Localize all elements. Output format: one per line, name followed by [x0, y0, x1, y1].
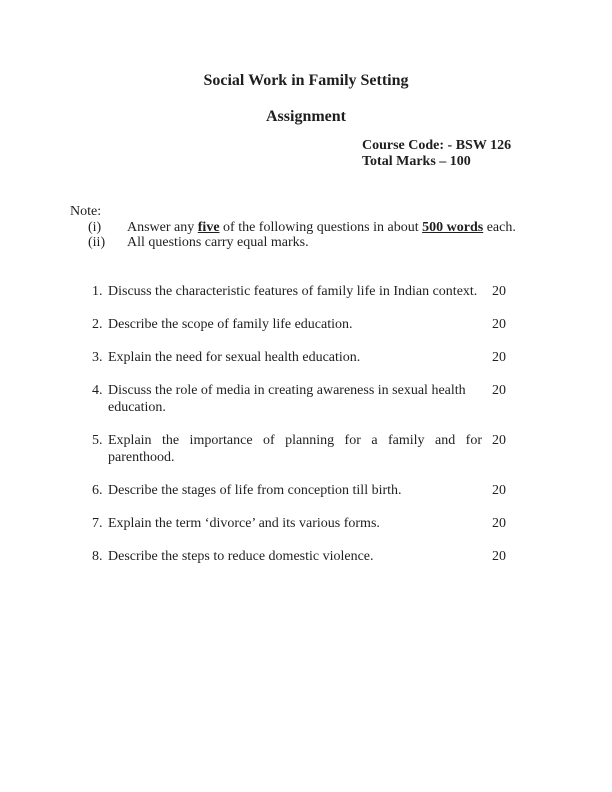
- question-row: [92, 548, 506, 565]
- question-line: education.: [108, 400, 166, 415]
- question-marks: 20: [492, 350, 506, 365]
- question-marks: 20: [492, 549, 506, 564]
- question-text: [108, 482, 482, 499]
- question-text: [108, 548, 482, 565]
- question-text: [108, 283, 482, 300]
- note-heading: Note:: [70, 204, 102, 219]
- plain-text: of the following questions in about: [219, 219, 423, 235]
- question-line: Explain the importance of planning for a family and for: [108, 433, 482, 448]
- question-line: Discuss the role of media in creating awareness in sexual health: [108, 383, 466, 398]
- emphasized-text: 500 words: [422, 219, 484, 235]
- total-marks: Total Marks – 100: [362, 154, 471, 169]
- question-text: [108, 316, 482, 333]
- question-row: [92, 382, 506, 416]
- question-number: 8.: [92, 549, 103, 564]
- plain-text: Answer any: [127, 219, 198, 235]
- question-marks: 20: [492, 433, 506, 448]
- question-line: Describe the stages of life from conception till birth.: [108, 483, 402, 498]
- question-marks: 20: [492, 317, 506, 332]
- question-row: [92, 432, 506, 466]
- page-subtitle: Assignment: [265, 108, 346, 125]
- question-text: [108, 432, 482, 466]
- note-item-text: [127, 220, 516, 236]
- course-info-block: [362, 138, 511, 170]
- note-item-text: [127, 235, 309, 251]
- emphasized-text: five: [197, 219, 220, 235]
- question-number: 5.: [92, 433, 103, 448]
- note-items: [70, 220, 540, 251]
- question-line: Describe the scope of family life education.: [108, 317, 353, 332]
- question-line: Describe the steps to reduce domestic violence.: [108, 549, 374, 564]
- note-item: [88, 235, 540, 251]
- question-marks: 20: [492, 284, 506, 299]
- question-row: [92, 316, 506, 333]
- course-code: Course Code: - BSW 126: [362, 138, 512, 153]
- question-text: [108, 382, 482, 416]
- question-line: parenthood.: [108, 450, 175, 465]
- question-text: [108, 515, 482, 532]
- note-item-marker: (i): [88, 219, 102, 235]
- question-number: 1.: [92, 284, 103, 299]
- question-marks: 20: [492, 383, 506, 398]
- question-list: [92, 283, 506, 581]
- question-marks: 20: [492, 483, 506, 498]
- note-item: [88, 220, 540, 236]
- note-item-marker: (ii): [88, 235, 106, 250]
- note-block: [70, 204, 540, 251]
- question-number: 2.: [92, 317, 103, 332]
- question-row: [92, 515, 506, 532]
- question-line: Explain the need for sexual health education.: [108, 350, 361, 365]
- question-number: 6.: [92, 483, 103, 498]
- question-row: [92, 482, 506, 499]
- question-row: [92, 283, 506, 300]
- question-line: Explain the term ‘divorce’ and its various forms.: [108, 516, 380, 531]
- question-number: 3.: [92, 350, 103, 365]
- question-marks: 20: [492, 516, 506, 531]
- plain-text: each.: [483, 219, 516, 235]
- question-line: Discuss the characteristic features of family life in Indian context.: [108, 284, 478, 299]
- page-title: Social Work in Family Setting: [203, 72, 409, 89]
- plain-text: All questions carry equal marks.: [127, 235, 309, 250]
- question-number: 4.: [92, 383, 103, 398]
- question-row: [92, 349, 506, 366]
- question-text: [108, 349, 482, 366]
- question-number: 7.: [92, 516, 103, 531]
